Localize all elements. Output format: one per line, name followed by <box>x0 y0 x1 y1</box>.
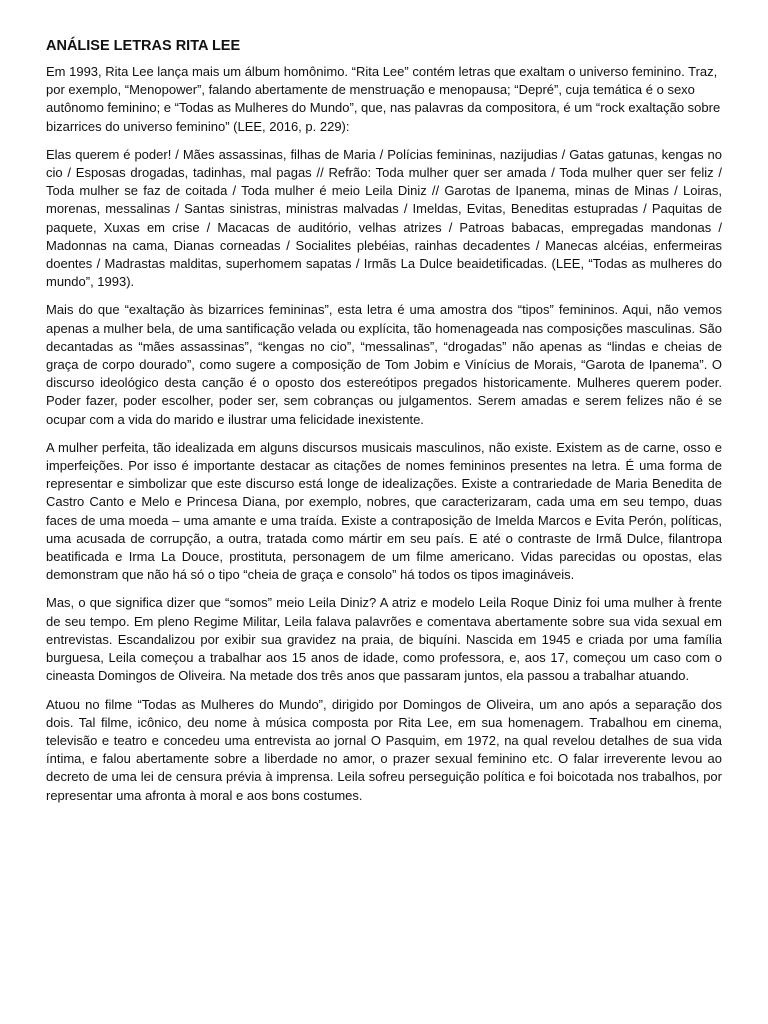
paragraph-film: Atuou no filme “Todas as Mulheres do Mundo”, dirigido por Domingos de Oliveira, um ano após a separação dos dois. Tal filme, icônico, deu nome à música composta por Rita Lee, em sua homenagem. Trabalhou em cinema, televisão e teatro e concedeu uma entrevista ao jornal O Pasquim, em 1972, na qual revelou detalhes de sua vida íntima, e falou abertamente sobre a liberdade no amor, o prazer sexual feminino etc. O falar irreverente levou ao decreto de uma lei de censura prévia à imprensa. Leila sofreu perseguição política e foi boicotada nos trabalhos, por representar uma afronta à moral e aos bons costumes. <box>46 696 722 803</box>
paragraph-lyrics-quote: Elas querem é poder! / Mães assassinas, filhas de Maria / Polícias femininas, nazijudias / Gatas gatunas, kengas no cio / Esposas drogadas, tadinhas, mal pagas // Refrão: Toda mulher quer ser amada / Toda mulher quer ser feliz / Toda mulher se faz de coitada / Toda mulher é meio Leila Diniz // Garotas de Ipanema, minas de Minas / Loiras, morenas, messalinas / Santas sinistras, ministras malvadas / Imeldas, Evitas, Beneditas estupradas / Paquitas de paquete, Xuxas em crise / Macacas de auditório, velhas atrizes / Patroas babacas, empregadas mandonas / Madonnas na cama, Dianas corneadas / Socialites plebéias, rainhas decadentes / Manecas alcéias, enfermeiras doentes / Madrastas malditas, superhomem sapatas / Irmãs La Dulce beaidetificadas. (LEE, “Todas as mulheres do mundo”, 1993). <box>46 146 722 290</box>
paragraph-intro: Em 1993, Rita Lee lança mais um álbum homônimo. “Rita Lee” contém letras que exaltam o universo feminino. Traz, por exemplo, “Menopower”, falando abertamente de menstruação e menopausa; “Depré”, cuja temática é o sexo autônomo feminino; e “Todas as Mulheres do Mundo”, que, nas palavras da compositora, é um “rock exaltação sobre bizarrices do universo feminino” (LEE, 2016, p. 229): <box>46 64 721 134</box>
document-title: ANÁLISE LETRAS RITA LEE <box>46 38 241 54</box>
paragraph-analysis: Mais do que “exaltação às bizarrices femininas”, esta letra é uma amostra dos “tipos” femininos. Aqui, não vemos apenas a mulher bela, de uma santificação velada ou explícita, tão homenageada nas composições masculinas. São decantadas as “mães assassinas”, “kengas no cio”, “messalinas”, “drogadas” não apenas as “lindas e cheias de graça de corpo dourado”, como sugere a composição de Tom Jobim e Vinícius de Morais, “Garota de Ipanema”. O discurso ideológico desta canção é o oposto dos estereótipos pregados historicamente. Mulheres querem poder. Poder fazer, poder escolher, poder ser, sem cobranças ou julgamentos. Serem amadas e serem felizes não é se ocupar com a vida do marido e ilustrar uma felicidade inexistente. <box>46 302 722 427</box>
paragraph-female-names: A mulher perfeita, tão idealizada em alguns discursos musicais masculinos, não existe. Existem as de carne, osso e imperfeições. Por isso é importante destacar as citações de nomes femininos presentes na letra. É uma forma de representar e simbolizar que este discurso está longe de idealizações. Existe a contrariedade de Maria Benedita de Castro Canto e Melo e Princesa Diana, por exemplo, nobres, que caracterizaram, cada uma em seu tempo, duas faces de uma moeda – uma amante e uma traída. Existe a contraposição de Imelda Marcos e Evita Perón, políticas, uma acusada de corrupção, a outra, tratada como mártir em seu país. E até o contraste de Irmã Dulce, filantropa beatificada e Irma La Douce, prostituta, personagem de um filme americano. Vidas parecidas ou opostas, elas demonstram que não há só o tipo “cheia de graça e consolo” há todos os tipos imagináveis. <box>46 439 722 583</box>
paragraph-leila-diniz: Mas, o que significa dizer que “somos” meio Leila Diniz? A atriz e modelo Leila Roque Diniz foi uma mulher à frente de seu tempo. Em pleno Regime Militar, Leila falava palavrões e comentava abertamente sobre sua vida sexual em entrevistas. Escandalizou por exibir sua gravidez na praia, de biquíni. Nascida em 1945 e criada por uma família burguesa, Leila começou a trabalhar aos 15 anos de idade, como professora, e, aos 17, começou um caso com o cineasta Domingos de Oliveira. Na metade dos três anos que passaram juntos, ela passou a trabalhar atuando. <box>46 595 722 684</box>
